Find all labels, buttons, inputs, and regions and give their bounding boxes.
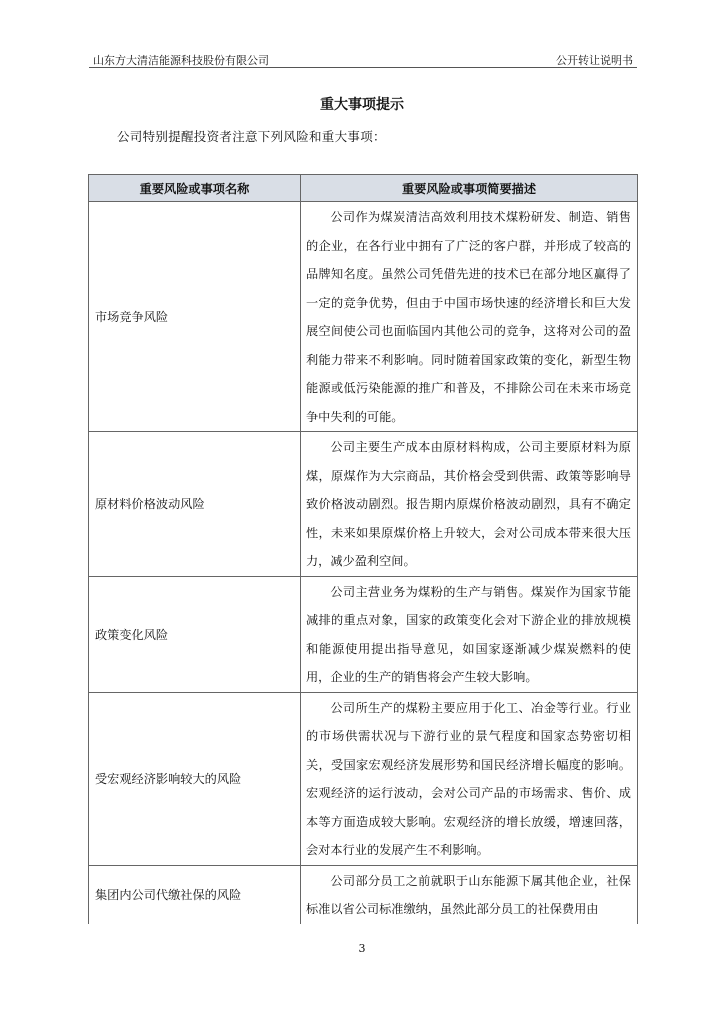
risk-name: 受宏观经济影响较大的风险 bbox=[89, 692, 301, 865]
column-header-description: 重要风险或事项简要描述 bbox=[301, 175, 638, 202]
table-row bbox=[89, 432, 638, 577]
page-header bbox=[89, 50, 637, 68]
table-header-row bbox=[89, 175, 638, 202]
risk-name: 政策变化风险 bbox=[89, 576, 301, 692]
page-number: 3 bbox=[358, 942, 366, 955]
risk-description: 公司主营业务为煤粉的生产与销售。煤炭作为国家节能减排的重点对象，国家的政策变化会对下游企业的排放规模和能源使用提出指导意见，如国家逐渐减少煤炭燃料的使用，企业的生产的销售将会产生较大影响。 bbox=[306, 584, 631, 684]
intro-paragraph: 公司特别提醒投资者注意下列风险和重大事项： bbox=[117, 129, 386, 144]
risk-description-cell bbox=[301, 202, 638, 432]
risk-description-cell bbox=[301, 865, 638, 924]
risk-name: 市场竞争风险 bbox=[89, 202, 301, 432]
table-row bbox=[89, 576, 638, 692]
risk-description: 公司主要生产成本由原材料构成，公司主要原材料为原煤，原煤作为大宗商品，其价格会受到供需、政策等影响导致价格波动剧烈。报告期内原煤价格波动剧烈，具有不确定性，未来如果原煤价格上升较大，会对公司成本带来很大压力，减少盈利空间。 bbox=[306, 440, 631, 568]
table-row bbox=[89, 865, 638, 924]
risk-description-cell bbox=[301, 432, 638, 577]
header-company-name: 山东方大清洁能源科技股份有限公司 bbox=[93, 54, 269, 67]
risk-name: 集团内公司代缴社保的风险 bbox=[89, 865, 301, 924]
column-header-name: 重要风险或事项名称 bbox=[89, 175, 301, 202]
risk-description-cell bbox=[301, 692, 638, 865]
risk-description-cell bbox=[301, 576, 638, 692]
risk-description: 公司部分员工之前就职于山东能源下属其他企业，社保标准以省公司标准缴纳，虽然此部分员工的社保费用由 bbox=[306, 873, 631, 916]
header-rule bbox=[89, 67, 637, 68]
table-row bbox=[89, 202, 638, 432]
header-document-type: 公开转让说明书 bbox=[556, 54, 633, 67]
risk-description: 公司作为煤炭清洁高效利用技术煤粉研发、制造、销售的企业，在各行业中拥有了广泛的客户群，并形成了较高的品牌知名度。虽然公司凭借先进的技术已在部分地区赢得了一定的竞争优势，但由于中国市场快速的经济增长和巨大发展空间使公司也面临国内其他公司的竞争，这将对公司的盈利能力带来不利影响。同时随着国家政策的变化，新型生物能源或低污染能源的推广和普及，不排除公司在未来市场竞争中失利的可能。 bbox=[306, 210, 631, 424]
risk-table bbox=[88, 174, 638, 924]
risk-name: 原材料价格波动风险 bbox=[89, 432, 301, 577]
table-row bbox=[89, 692, 638, 865]
page-title: 重大事项提示 bbox=[320, 97, 404, 113]
risk-description: 公司所生产的煤粉主要应用于化工、冶金等行业。行业的市场供需状况与下游行业的景气程度和国家态势密切相关，受国家宏观经济发展形势和国民经济增长幅度的影响。宏观经济的运行波动，会对公司产品的市场需求、售价、成本等方面造成较大影响。宏观经济的增长放缓，增速回落，会对本行业的发展产生不利影响。 bbox=[306, 700, 631, 857]
